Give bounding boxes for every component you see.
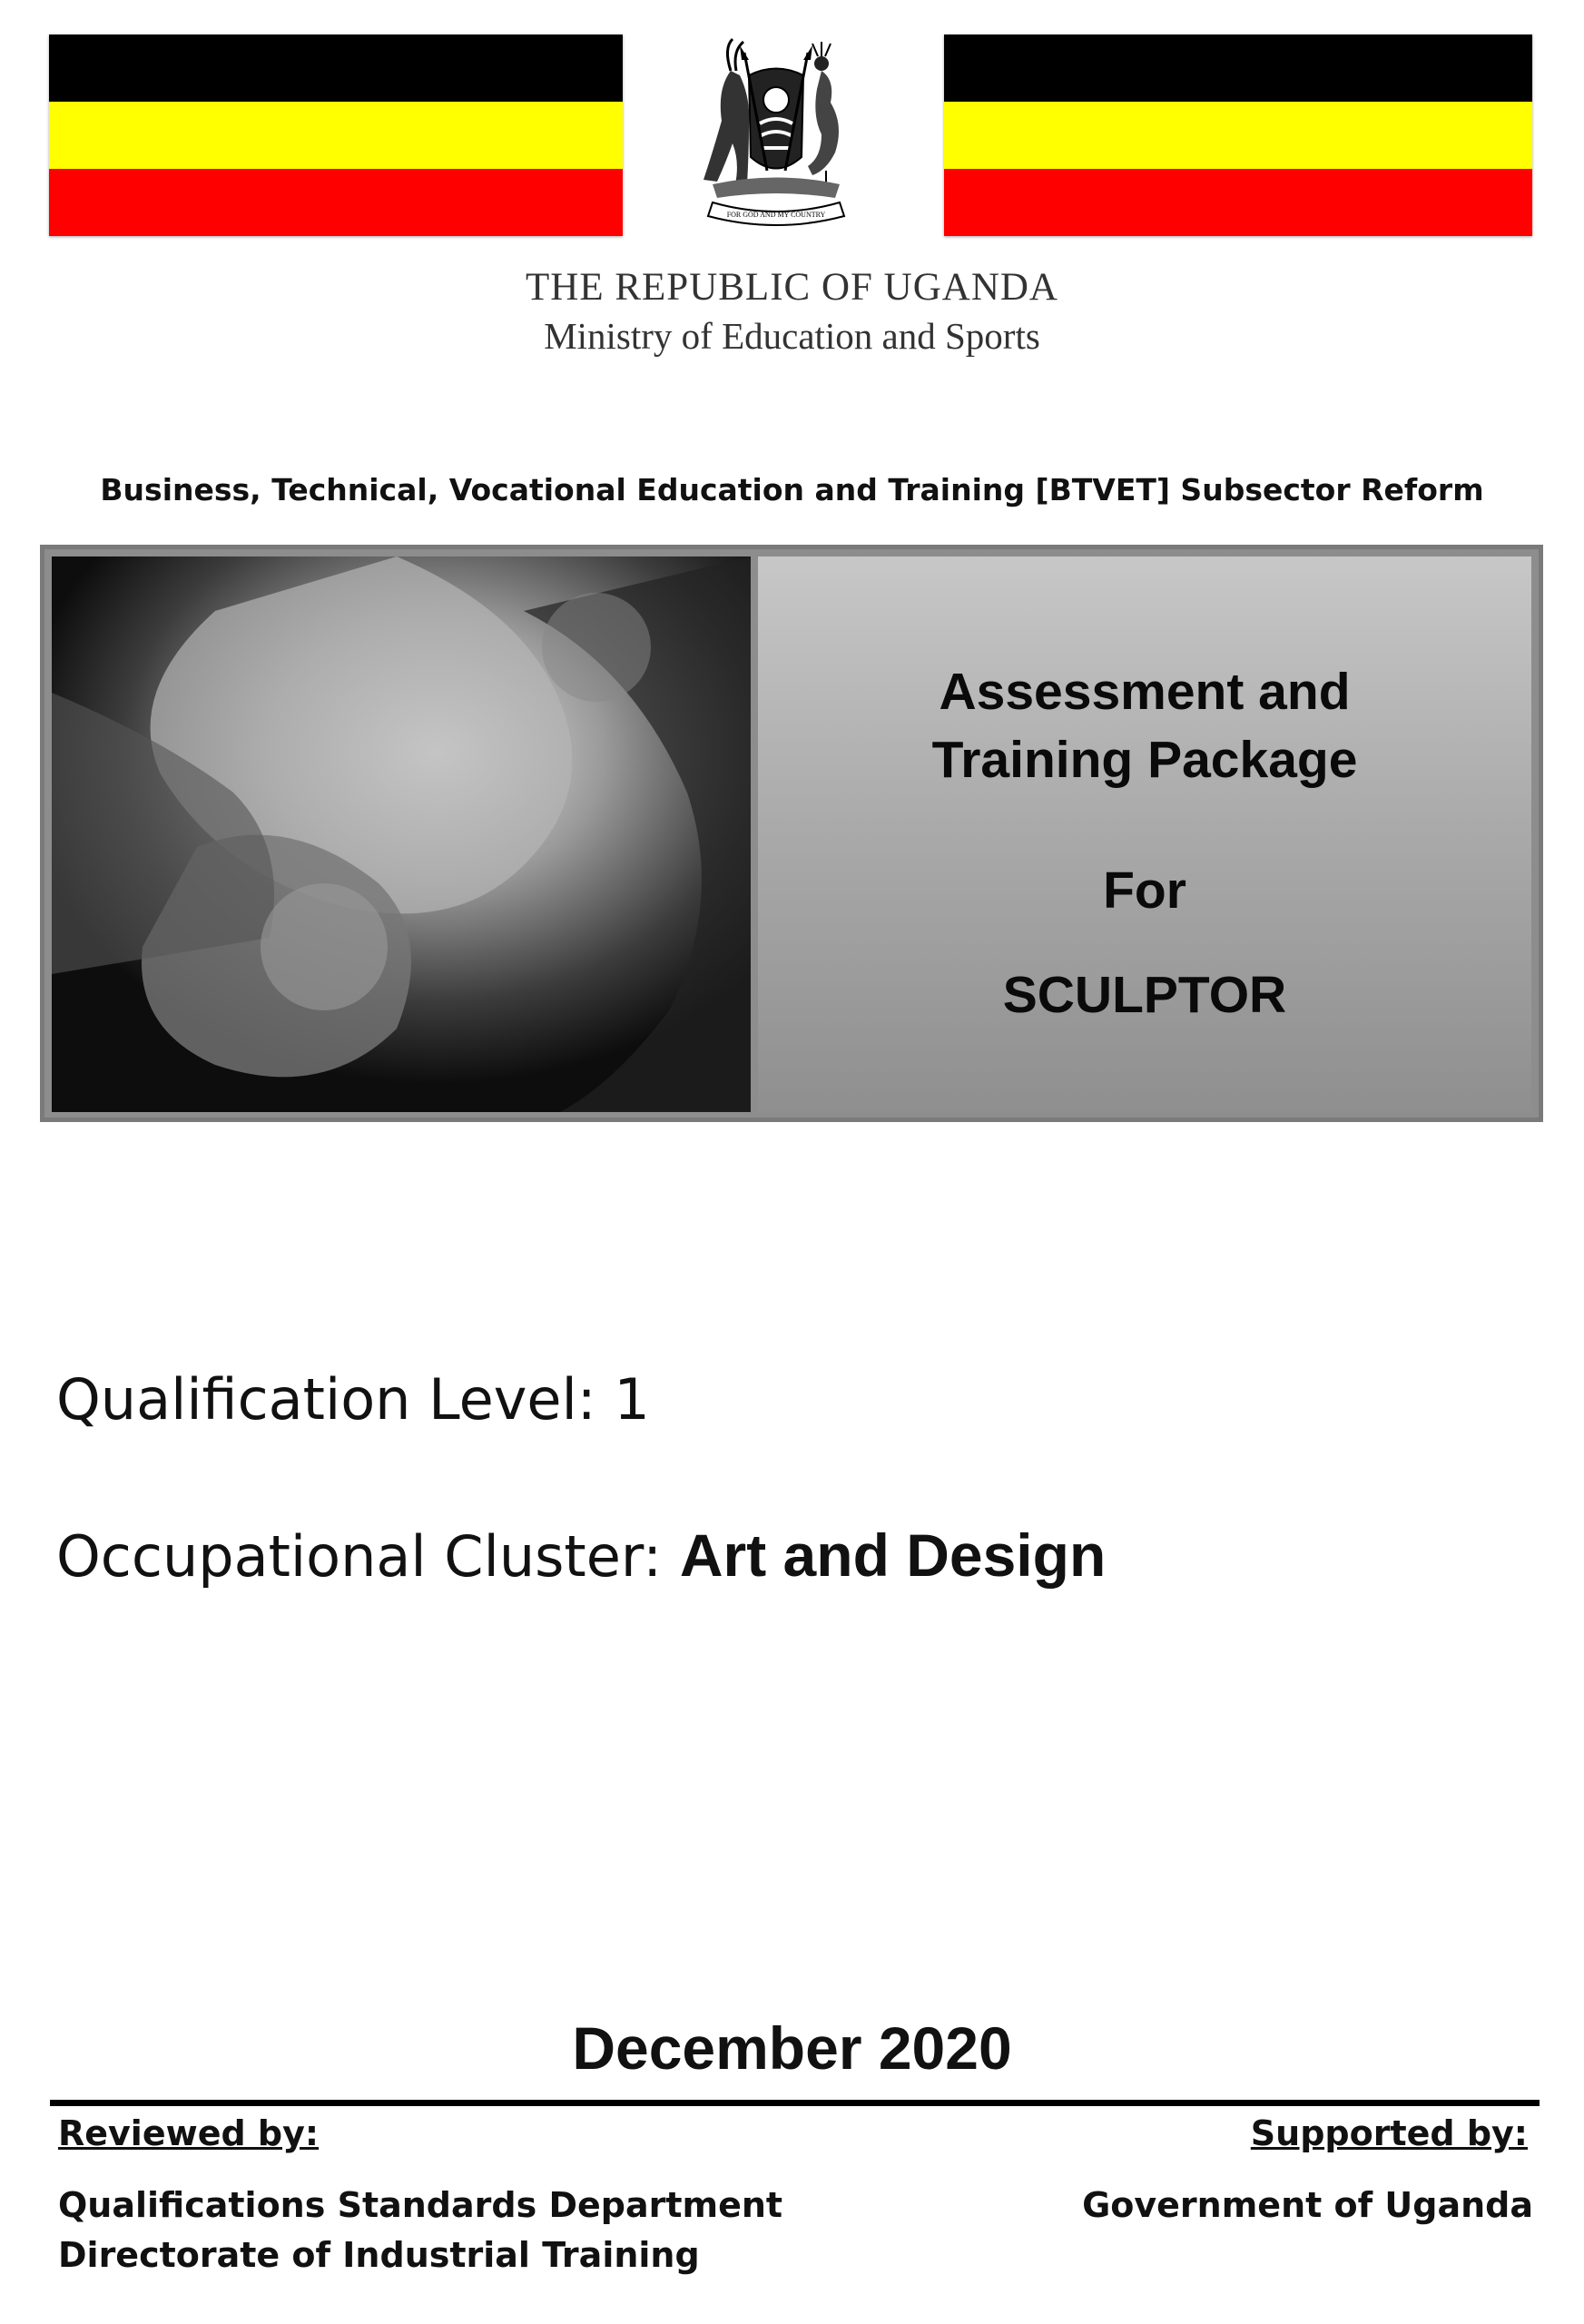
cluster-value: Art and Design xyxy=(679,1521,1107,1589)
reform-subtitle: Business, Technical, Vocational Education and Training [BTVET] Subsector Reform xyxy=(100,472,1484,507)
uganda-flag-right xyxy=(944,34,1532,236)
republic-title: THE REPUBLIC OF UGANDA xyxy=(526,266,1058,309)
supported-by-label: Supported by: xyxy=(1250,2113,1528,2153)
supported-by-value: Government of Uganda xyxy=(1082,2185,1533,2225)
ministry-name: Ministry of Education and Sports xyxy=(544,315,1040,357)
motto-text: FOR GOD AND MY COUNTRY xyxy=(726,211,826,219)
title-panel xyxy=(758,556,1531,1112)
coat-of-arms-icon xyxy=(676,34,876,236)
package-title: Assessment and Training Package xyxy=(931,663,1358,789)
reviewed-by-line2: Directorate of Industrial Training xyxy=(58,2235,700,2275)
reviewed-by-line1: Qualifications Standards Department xyxy=(58,2185,783,2225)
uganda-flag-left xyxy=(49,34,623,236)
title-banner xyxy=(40,545,1543,1122)
occupation-title: SCULPTOR xyxy=(1002,966,1287,1024)
qualification-level: Qualification Level: 1 xyxy=(56,1366,650,1433)
sculpture-photo xyxy=(52,556,751,1112)
sculpture-image-icon xyxy=(52,556,751,1112)
for-label: For xyxy=(1103,862,1186,920)
reviewed-by-label: Reviewed by: xyxy=(58,2113,320,2153)
cluster-label: Occupational Cluster: xyxy=(56,1523,663,1590)
footer-divider xyxy=(50,2100,1540,2106)
publication-date: December 2020 xyxy=(572,2014,1012,2082)
occupational-cluster xyxy=(56,1521,1106,1590)
